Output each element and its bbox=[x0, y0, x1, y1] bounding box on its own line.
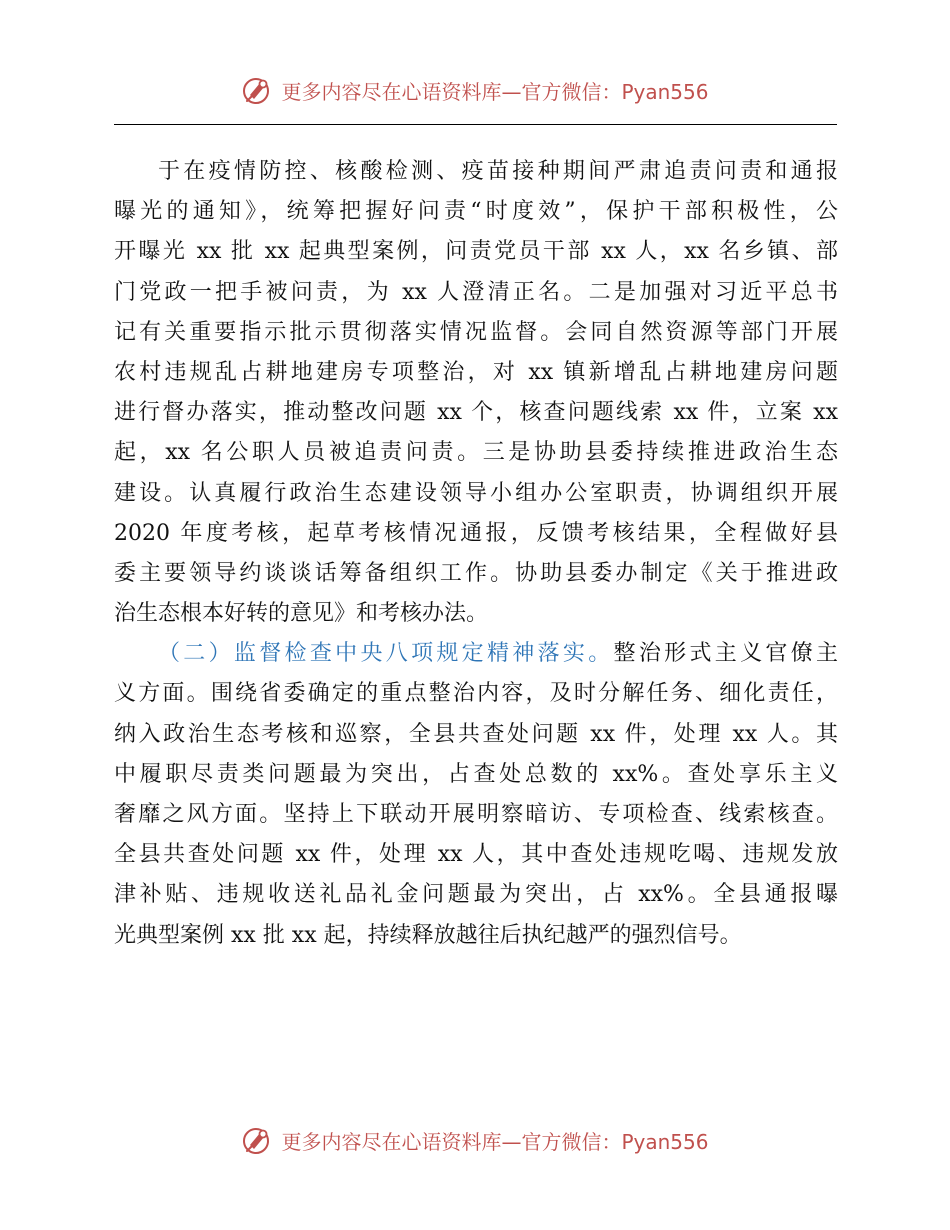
body-line: 光典型案例 xx 批 xx 起，持续释放越往后执纪越严的强烈信号。 bbox=[114, 922, 742, 948]
red-mic-logo-icon bbox=[241, 1124, 273, 1156]
body-line: 于在疫情防控、核酸检测、疫苗接种期间严肃追责问责和通报 bbox=[158, 159, 838, 184]
body-text-fragment: 整治形式主义官僚主 bbox=[613, 641, 838, 667]
body-line: 治生态根本好转的意见》和考核办法。 bbox=[114, 601, 489, 627]
body-line: 门党政一把手被问责，为 xx 人澄清正名。二是加强对习近平总书 bbox=[114, 279, 838, 305]
body-line: 津补贴、违规收送礼品礼金问题最为突出，占 xx%。全县通报曝 bbox=[114, 882, 838, 908]
body-line: 建设。认真履行政治生态建设领导小组办公室职责，协调组织开展 bbox=[114, 480, 838, 506]
body-line: 中履职尽责类问题最为突出，占查处总数的 xx%。查处享乐主义 bbox=[114, 761, 838, 787]
body-line: 委主要领导约谈谈话筹备组织工作。协助县委办制定《关于推进政 bbox=[114, 560, 838, 586]
body-line: 纳入政治生态考核和巡察，全县共查处问题 xx 件，处理 xx 人。其 bbox=[114, 721, 838, 747]
section-heading: （二）监督检查中央八项规定精神落实。 bbox=[158, 641, 614, 667]
body-line: 2020 年度考核，起草考核情况通报，反馈考核结果，全程做好县 bbox=[114, 520, 838, 546]
watermark-text: 更多内容尽在心语资料库—官方微信：Pyan556 bbox=[281, 1129, 709, 1154]
body-line: 开曝光 xx 批 xx 起典型案例，问责党员干部 xx 人，xx 名乡镇、部 bbox=[114, 239, 838, 265]
footer-watermark bbox=[0, 1120, 950, 1160]
document-body bbox=[114, 152, 838, 956]
header-watermark bbox=[0, 70, 950, 110]
header-divider bbox=[114, 124, 837, 125]
body-line: 起，xx 名公职人员被追责问责。三是协助县委持续推进政治生态 bbox=[114, 440, 838, 466]
body-line: 曝光的通知》，统筹把握好问责“时度效”，保护干部积极性，公 bbox=[114, 199, 838, 225]
section-heading-line bbox=[114, 634, 838, 674]
body-line: 义方面。围绕省委确定的重点整治内容，及时分解任务、细化责任， bbox=[114, 681, 838, 707]
body-line: 全县共查处问题 xx 件，处理 xx 人，其中查处违规吃喝、违规发放 bbox=[114, 842, 838, 868]
body-line: 奢靡之风方面。坚持上下联动开展明察暗访、专项检查、线索核查。 bbox=[114, 802, 838, 827]
body-line: 记有关重要指示批示贯彻落实情况监督。会同自然资源等部门开展 bbox=[114, 319, 838, 345]
watermark-text: 更多内容尽在心语资料库—官方微信：Pyan556 bbox=[281, 79, 709, 104]
red-mic-logo-icon bbox=[241, 74, 273, 106]
body-line: 进行督办落实，推动整改问题 xx 个，核查问题线索 xx 件，立案 xx bbox=[114, 400, 838, 426]
body-line: 农村违规乱占耕地建房专项整治，对 xx 镇新增乱占耕地建房问题 bbox=[114, 359, 838, 385]
